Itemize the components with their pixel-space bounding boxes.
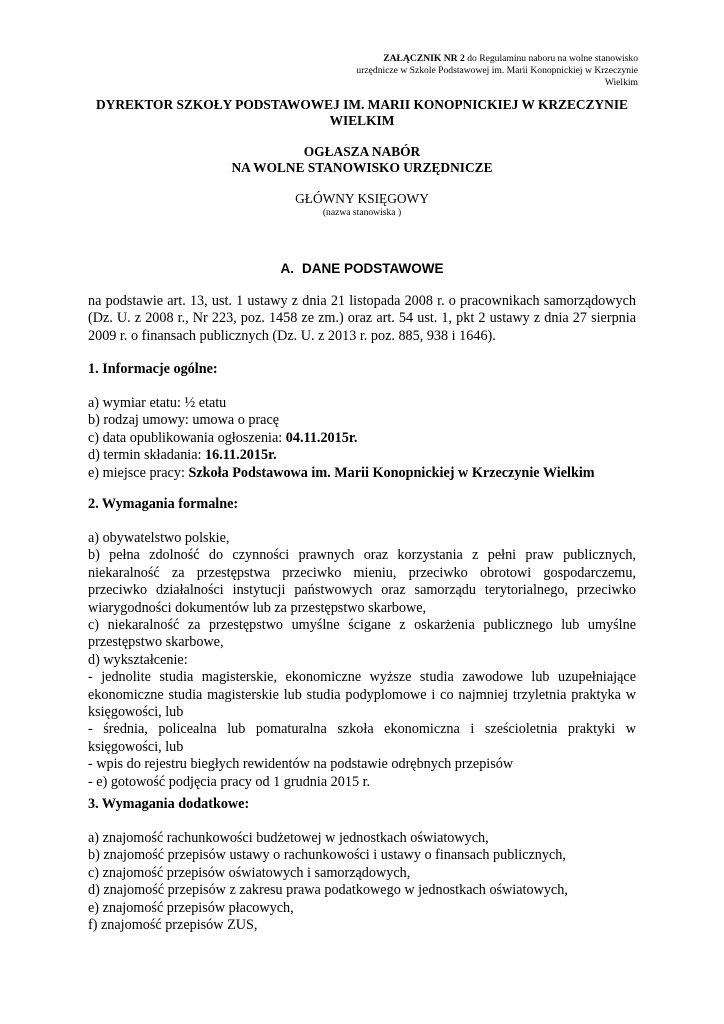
formal-item-d3: - wpis do rejestru biegłych rewidentów na podstawie odrębnych przepisów: [88, 756, 514, 773]
additional-requirements-list: [88, 830, 636, 934]
formal-item-b: b) pełna zdolność do czynności prawnych oraz korzystania z pełni praw publicznych, niekaralność za przestępstwa przeciwko mieniu, przeciwko obrotowi gospodarczemu, przeciwko działalności instytucji państwowych oraz samorządu terytorialnego, przeciwko wiarygodności dokumentów lub za przestępstwo skarbowe,: [88, 547, 636, 616]
position-title: GŁÓWNY KSIĘGOWY: [295, 191, 429, 206]
additional-item-f: f) znajomość przepisów ZUS,: [88, 917, 258, 934]
additional-item-a: a) znajomość rachunkowości budżetowej w jednostkach oświatowych,: [88, 830, 489, 846]
formal-requirements-heading: 2. Wymagania formalne:: [88, 496, 239, 512]
additional-item-b: b) znajomość przepisów ustawy o rachunkowości i ustawy o finansach publicznych,: [88, 847, 566, 864]
general-info-list: [88, 395, 636, 482]
formal-item-a: a) obywatelstwo polskie,: [88, 530, 230, 546]
general-item-e-label: e) miejsce pracy:: [88, 464, 189, 481]
formal-item-d2: - średnia, policealna lub pomaturalna szkoła ekonomiczna i sześcioletnia praktyki w księgowości, lub: [88, 721, 636, 755]
formal-item-e: - e) gotowość podjęcia pracy od 1 grudnia 2015 r.: [88, 773, 371, 790]
general-item-c-value: 04.11.2015r.: [285, 429, 358, 446]
general-item-e-value: Szkoła Podstawowa im. Marii Konopnickiej w Krzeczynie Wielkim: [188, 464, 595, 481]
legal-basis-paragraph: na podstawie art. 13, ust. 1 ustawy z dnia 21 listopada 2008 r. o pracownikach samorządowych (Dz. U. z 2008 r., Nr 223, poz. 1458 ze zm.) oraz art. 54 ust. 1, pkt 2 ustawy z dnia 27 sierpnia 2009 r. o finansach publicznych (Dz. U. z 2013 r. poz. 885, 938 i 1646).: [88, 293, 636, 344]
general-item-a: a) wymiar etatu: ½ etatu: [88, 395, 227, 411]
general-info-heading: 1. Informacje ogólne:: [88, 361, 218, 377]
formal-item-c: c) niekaralność za przestępstwo umyślne ścigane z oskarżenia publicznego lub umyślne przestępstwo skarbowe,: [88, 617, 636, 651]
additional-requirements-heading: 3. Wymagania dodatkowe:: [88, 796, 250, 812]
formal-item-d1: - jednolite studia magisterskie, ekonomiczne wyższe studia zawodowe lub uzupełniające ekonomiczne studia magisterskie lub studia podyplomowe i co najmniej trzyletnia praktyka w księgowości, lub: [88, 669, 636, 721]
announcement-line1: OGŁASZA NABÓR: [303, 144, 421, 159]
annex-text-line2: urzędnicze w Szkole Podstawowej im. Marii Konopnickiej w Krzeczynie: [356, 65, 638, 76]
general-item-d-value: 16.11.2015r.: [205, 447, 277, 464]
section-a-letter: A.: [280, 261, 294, 276]
general-item-d: [88, 447, 636, 464]
position-note: (nazwa stanowiska ): [322, 207, 402, 218]
section-a-heading: [88, 261, 636, 277]
additional-item-c: c) znajomość przepisów oświatowych i samorządowych,: [88, 864, 411, 881]
director-heading: DYREKTOR SZKOŁY PODSTAWOWEJ IM. MARII KONOPNICKIEJ W KRZECZYNIE WIELKIM: [96, 97, 628, 128]
announcement-heading: [88, 144, 636, 176]
general-item-e: [88, 465, 636, 482]
general-item-c-label: c) data opublikowania ogłoszenia:: [88, 429, 286, 446]
general-item-d-label: d) termin składania:: [88, 447, 206, 464]
additional-item-d: d) znajomość przepisów z zakresu prawa podatkowego w jednostkach oświatowych,: [88, 882, 568, 899]
additional-item-e: e) znajomość przepisów płacowych,: [88, 899, 294, 916]
annex-note: [338, 53, 638, 89]
general-item-c: [88, 430, 636, 447]
formal-item-d: d) wykształcenie:: [88, 651, 188, 668]
announcement-line2: NA WOLNE STANOWISKO URZĘDNICZE: [231, 160, 493, 175]
general-item-b: b) rodzaj umowy: umowa o pracę: [88, 412, 280, 429]
annex-number: ZAŁĄCZNIK NR 2: [383, 53, 465, 64]
annex-text-line3: Wielkim: [604, 77, 638, 88]
formal-requirements-list: [88, 530, 636, 791]
annex-text-line1: do Regulaminu naboru na wolne stanowisko: [464, 53, 638, 64]
section-a-title: DANE PODSTAWOWE: [302, 261, 444, 276]
